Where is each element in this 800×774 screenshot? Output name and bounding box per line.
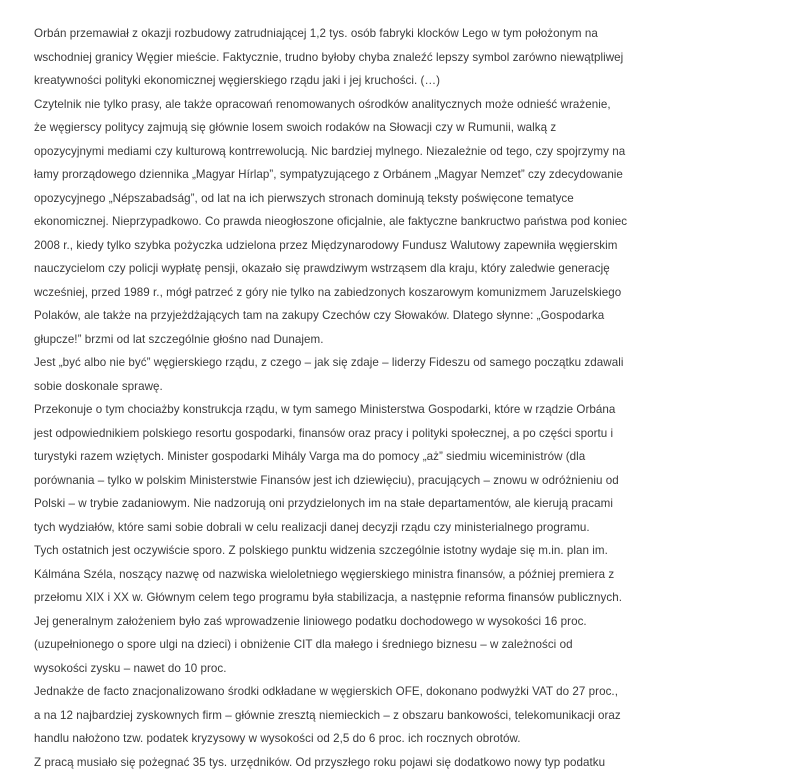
- text-line: Jej generalnym założeniem było zaś wprowadzenie liniowego podatku dochodowego w wysokości 16 proc.: [34, 610, 594, 634]
- text-line: Czytelnik nie tylko prasy, ale także opracowań renomowanych ośrodków analitycznych może odnieść wrażenie,: [34, 93, 594, 117]
- text-line: handlu nałożono tzw. podatek kryzysowy w wysokości od 2,5 do 6 proc. ich rocznych obrotów.: [34, 727, 594, 751]
- text-line: wysokości zysku – nawet do 10 proc.: [34, 657, 594, 681]
- text-line: łamy prorządowego dziennika „Magyar Hírlap”, sympatyzującego z Orbánem „Magyar Nemzet” czy zdecydowanie: [34, 163, 594, 187]
- text-line: sobie doskonale sprawę.: [34, 375, 594, 399]
- text-line: ekonomicznej. Nieprzypadkowo. Co prawda nieogłoszone oficjalnie, ale faktyczne bankructwo państwa pod koniec: [34, 210, 594, 234]
- text-line: Tych ostatnich jest oczywiście sporo. Z polskiego punktu widzenia szczególnie istotny wydaje się m.in. plan im.: [34, 539, 594, 563]
- text-line: przełomu XIX i XX w. Głównym celem tego programu była stabilizacja, a następnie reforma finansów publicznych.: [34, 586, 594, 610]
- text-line: (uzupełnionego o spore ulgi na dzieci) i obniżenie CIT dla małego i średniego biznesu – w zależności od: [34, 633, 594, 657]
- text-line: porównania – tylko w polskim Ministerstwie Finansów jest ich dziewięciu), pracujących – znowu w odróżnieniu od: [34, 469, 594, 493]
- text-line: turystyki razem wziętych. Minister gospodarki Mihály Varga ma do pomocy „aż” siedmiu wiceministrów (dla: [34, 445, 594, 469]
- text-line: Orbán przemawiał z okazji rozbudowy zatrudniającej 1,2 tys. osób fabryki klocków Lego w tym położonym na: [34, 22, 594, 46]
- text-line: jest odpowiednikiem polskiego resortu gospodarki, finansów oraz pracy i polityki społecznej, a po części sportu i: [34, 422, 594, 446]
- text-line: a na 12 najbardziej zyskownych firm – głównie zresztą niemieckich – z obszaru bankowości, telekomunikacji oraz: [34, 704, 594, 728]
- text-line: Polski – w trybie zadaniowym. Nie nadzorują oni przydzielonych im na stałe departamentów, ale kierują pracami: [34, 492, 594, 516]
- text-line: 2008 r., kiedy tylko szybka pożyczka udzielona przez Międzynarodowy Fundusz Walutowy zapewniła węgierskim: [34, 234, 594, 258]
- text-line: że węgierscy politycy zajmują się głównie losem swoich rodaków na Słowacji czy w Rumunii, walką z: [34, 116, 594, 140]
- text-line: nauczycielom czy policji wypłatę pensji, okazało się prawdziwym wstrząsem dla kraju, który zaledwie generację: [34, 257, 594, 281]
- text-line: Kálmána Széla, noszący nazwę od nazwiska wieloletniego węgierskiego ministra finansów, a później premiera z: [34, 563, 594, 587]
- text-line: głupcze!” brzmi od lat szczególnie głośno nad Dunajem.: [34, 328, 594, 352]
- document-body[interactable]: [34, 22, 594, 774]
- text-line: opozycyjnego „Népszabadság”, od lat na ich pierwszych stronach dominują teksty poświęcone tematyce: [34, 187, 594, 211]
- text-line: Polaków, ale także na przyjeżdżających tam na zakupy Czechów czy Słowaków. Dlatego słynne: „Gospodarka: [34, 304, 594, 328]
- text-line: Przekonuje o tym chociażby konstrukcja rządu, w tym samego Ministerstwa Gospodarki, które w rządzie Orbána: [34, 398, 594, 422]
- text-line: wschodniej granicy Węgier mieście. Faktycznie, trudno byłoby chyba znaleźć lepszy symbol zarówno niewątpliwej: [34, 46, 594, 70]
- text-line: tych wydziałów, które sami sobie dobrali w celu realizacji danej decyzji rządu czy ministerialnego programu.: [34, 516, 594, 540]
- text-line: Jest „być albo nie być” węgierskiego rządu, z czego – jak się zdaje – liderzy Fideszu od samego początku zdawali: [34, 351, 594, 375]
- text-line: wcześniej, przed 1989 r., mógł patrzeć z góry nie tylko na zabiedzonych koszarowym komunizmem Jaruzelskiego: [34, 281, 594, 305]
- text-line: Jednakże de facto znacjonalizowano środki odkładane w węgierskich OFE, dokonano podwyżki VAT do 27 proc.,: [34, 680, 594, 704]
- text-line: Z pracą musiało się pożegnać 35 tys. urzędników. Od przyszłego roku pojawi się dodatkowo nowy typ podatku: [34, 751, 594, 774]
- text-line: opozycyjnymi mediami czy kulturową kontrrewolucją. Nic bardziej mylnego. Niezależnie od tego, czy spojrzymy na: [34, 140, 594, 164]
- text-line: kreatywności polityki ekonomicznej węgierskiego rządu jaki i jej kruchości. (…): [34, 69, 594, 93]
